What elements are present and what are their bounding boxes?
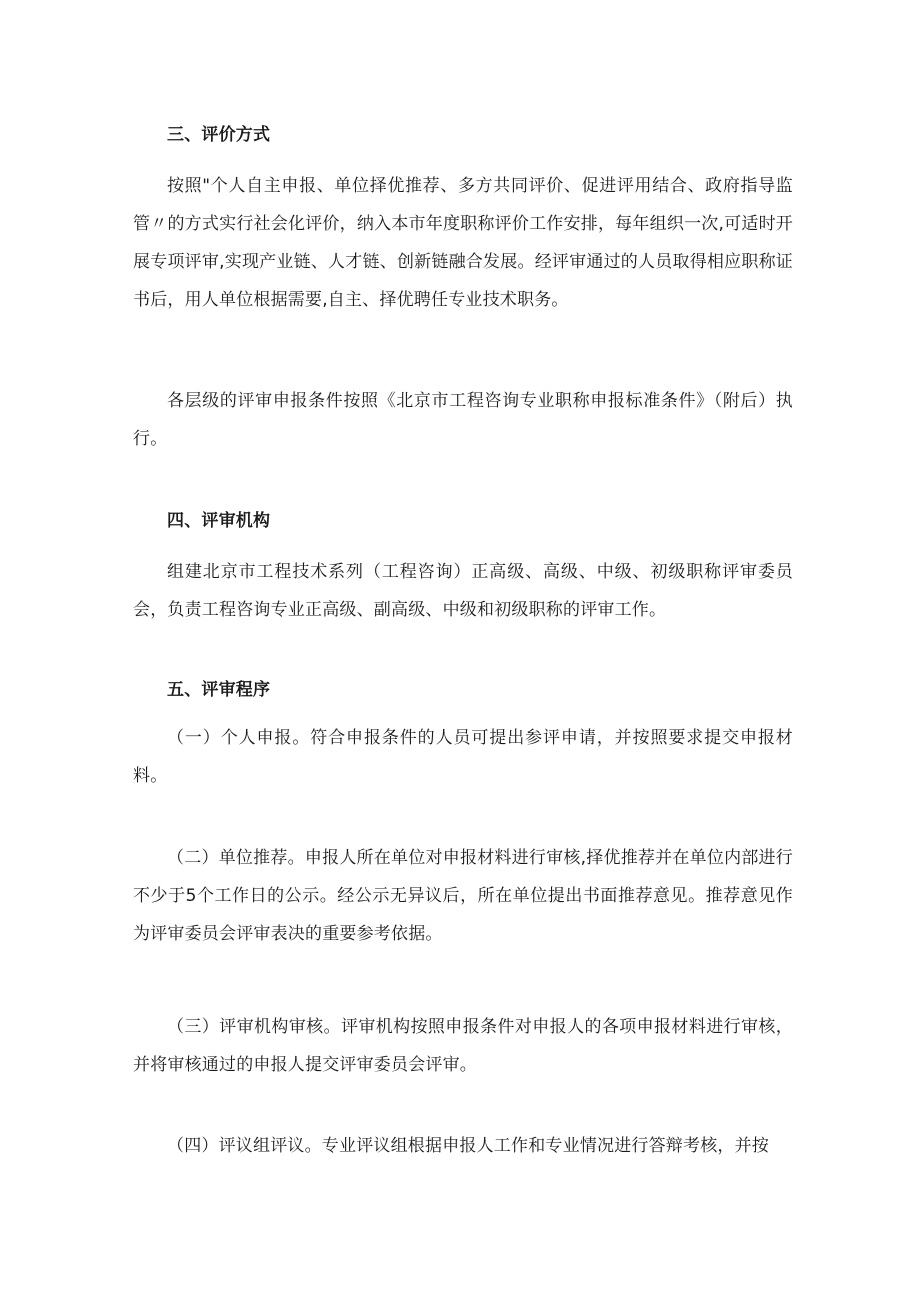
section-5-item-1: （一）个人申报。符合申报条件的人员可提出参评申请，并按照要求提交申报材料。 — [133, 728, 793, 786]
section-4-heading: 四、评审机构 — [167, 511, 271, 531]
section-4-paragraph-1: 组建北京市工程技术系列（工程咨询）正高级、高级、中级、初级职称评审委员会，负责工程咨询专业正高级、副高级、中级和初级职称的评审工作。 — [133, 562, 793, 620]
section-5-item-4: （四）评议组评议。专业评议组根据申报人工作和专业情况进行答辩考核，并按 — [167, 1136, 769, 1156]
section-5-item-2: （二）单位推荐。申报人所在单位对申报材料进行审核,择优推荐并在单位内部进行不少于5个工作日的公示。经公示无异议后，所在单位提出书面推荐意见。推荐意见作为评审委员会评审表决的重要参考依据。 — [133, 848, 793, 944]
section-5-item-3: （三）评审机构审核。评审机构按照申报条件对申报人的各项申报材料进行审核，并将审核通过的申报人提交评审委员会评审。 — [133, 1017, 793, 1075]
section-5-heading: 五、评审程序 — [167, 680, 271, 700]
section-3-heading: 三、评价方式 — [167, 125, 271, 145]
section-3-paragraph-1: 按照"个人自主申报、单位择优推荐、多方共同评价、促进评用结合、政府指导监管〃的方式实行社会化评价，纳入本市年度职称评价工作安排，每年组织一次,可适时开展专项评审,实现产业链、人才链、创新链融合发展。经评审通过的人员取得相应职称证书后，用人单位根据需要,自主、择优聘任专业技术职务。 — [133, 176, 793, 310]
section-3-paragraph-2: 各层级的评审申报条件按照《北京市工程咨询专业职称申报标准条件》（附后）执行。 — [133, 391, 793, 449]
